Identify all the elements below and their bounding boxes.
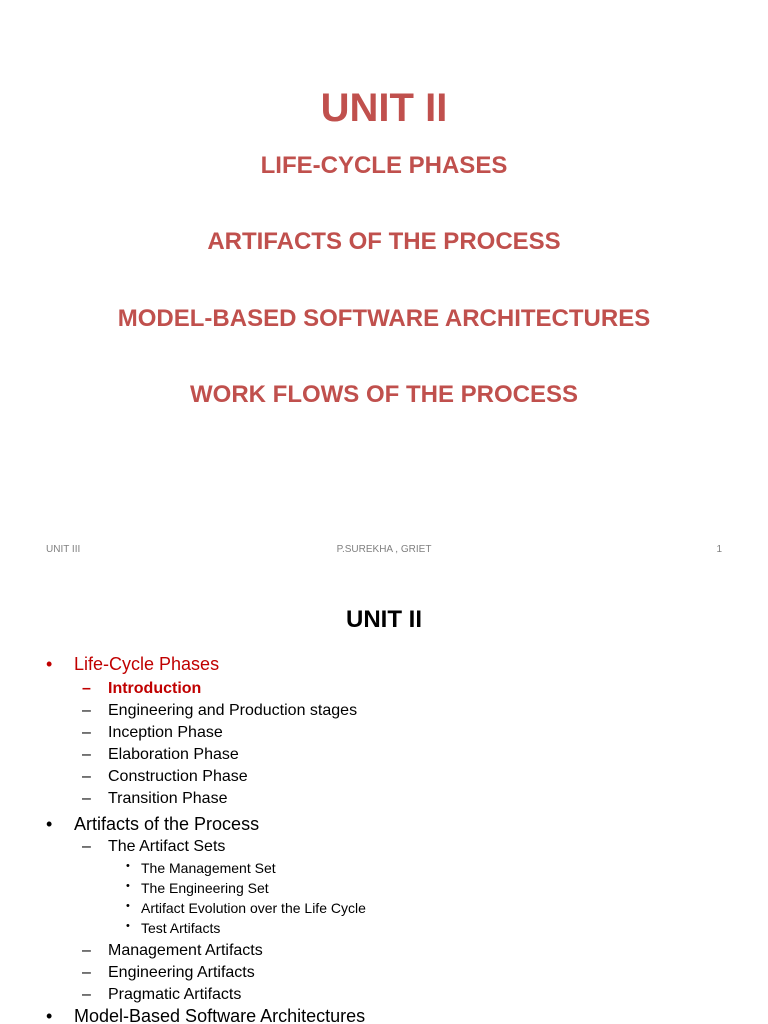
list-item-label: Engineering Artifacts	[108, 964, 255, 981]
list-item-label: Test Artifacts	[141, 920, 221, 936]
list-item-label: Inception Phase	[108, 724, 223, 741]
topic-work-flows: WORK FLOWS OF THE PROCESS	[190, 381, 578, 408]
list-item-label: Introduction	[108, 680, 202, 697]
topic-life-cycle-phases: LIFE-CYCLE PHASES	[260, 152, 508, 179]
list-item-artifacts-of-process	[46, 814, 260, 835]
list-item-artifact-sets	[82, 838, 226, 856]
list-item-pragmatic-artifacts	[82, 986, 242, 1004]
dash-marker: –	[82, 986, 91, 1003]
footer-author: P.SUREKHA , GRIET	[336, 544, 432, 555]
list-item-management-set	[126, 860, 276, 876]
slide-title: UNIT II	[320, 86, 448, 130]
dash-marker: –	[82, 790, 91, 807]
bullet-marker: •	[126, 900, 130, 912]
dash-marker: –	[82, 724, 91, 741]
list-item-label: Pragmatic Artifacts	[108, 986, 242, 1003]
bullet-marker: •	[46, 654, 53, 674]
bullet-marker: •	[46, 814, 53, 834]
list-item-engineering-set	[126, 880, 269, 896]
list-item-label: Elaboration Phase	[108, 746, 239, 763]
list-item-label: Artifact Evolution over the Life Cycle	[141, 900, 366, 916]
list-item-artifact-evolution	[126, 900, 366, 916]
list-item-label: Model-Based Software Architectures	[74, 1006, 366, 1024]
topic-artifacts: ARTIFACTS OF THE PROCESS	[207, 228, 561, 255]
bullet-marker: •	[126, 920, 130, 932]
dash-marker: –	[82, 768, 91, 785]
list-item-label: Life-Cycle Phases	[74, 654, 220, 674]
list-item-engineering-production	[82, 702, 358, 720]
list-item-label: Engineering and Production stages	[108, 702, 358, 719]
dash-marker: –	[82, 746, 91, 763]
dash-marker: –	[82, 964, 91, 981]
list-item-transition-phase	[82, 790, 228, 808]
list-item-label: Construction Phase	[108, 768, 248, 785]
bullet-marker: •	[126, 860, 130, 872]
list-item-label: Transition Phase	[108, 790, 228, 807]
list-item-label: The Artifact Sets	[108, 838, 226, 855]
bullet-marker: •	[126, 880, 130, 892]
dash-marker: –	[82, 942, 91, 959]
list-item-model-based-architectures	[46, 1006, 366, 1024]
footer-page-number: 1	[716, 544, 722, 555]
dash-marker: –	[82, 702, 91, 719]
list-item-label: The Management Set	[141, 860, 276, 876]
footer-unit: UNIT III	[46, 544, 81, 555]
list-item-label: The Engineering Set	[141, 880, 269, 896]
list-item-inception-phase	[82, 724, 223, 742]
list-item-engineering-artifacts	[82, 964, 255, 982]
list-item-management-artifacts	[82, 942, 263, 960]
list-item-introduction	[82, 680, 202, 698]
topic-model-based: MODEL-BASED SOFTWARE ARCHITECTURES	[117, 305, 651, 332]
list-item-life-cycle-phases	[46, 654, 220, 675]
list-item-label: Artifacts of the Process	[74, 814, 260, 834]
list-item-test-artifacts	[126, 920, 221, 936]
slide-title-2: UNIT II	[346, 606, 422, 633]
dash-marker: –	[82, 838, 91, 855]
list-item-construction-phase	[82, 768, 248, 786]
list-item-label: Management Artifacts	[108, 942, 263, 959]
list-item-elaboration-phase	[82, 746, 239, 764]
dash-marker: –	[82, 680, 91, 697]
bullet-marker: •	[46, 1006, 53, 1024]
